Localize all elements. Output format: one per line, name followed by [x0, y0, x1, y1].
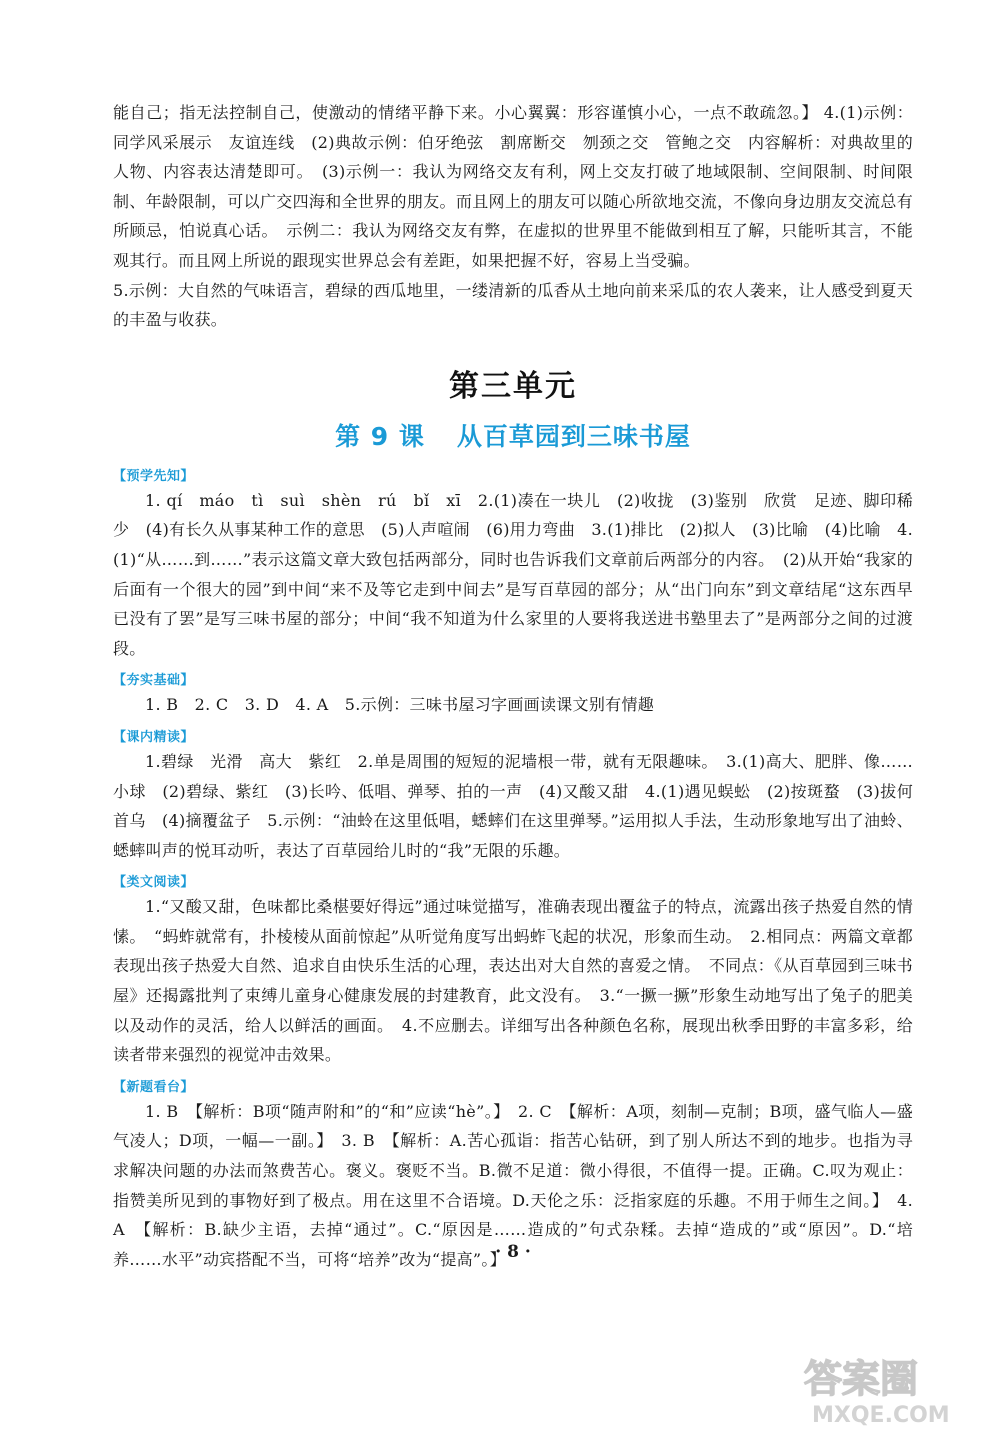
section-text: 1. B 【解析：B项“随声附和”的“和”应读“hè”。】 2. C 【解析：A项，刻制—克制；B项，盛气临人—盛气凌人；D项，一幅—一副。】 3. B 【解析：A.苦心孤诣：指苦心钻研，到了别人所达不到的地步。也指为寻求解决问题的办法而煞费苦心。褒义。褒贬不当。B.微不足道：微小得很，不值得一提。正确。C.叹为观止：指赞美所见到的事物好到了极点。用在这里不合语境。D.天伦之乐：泛指家庭的乐趣。不用于师生之间。】 4. A 【解析：B.缺少主语，去掉“通过”。C.“原因是……造成的”句式杂糅。去掉“造成的”或“原因”。D.“培养……水平”动宾搭配不当，可将“培养”改为“提高”。】 [113, 1101, 913, 1269]
watermark-logo [796, 1350, 976, 1430]
watermark-sub-text: MXQE.COM [812, 1403, 950, 1428]
section-label: 【课内精读】 [113, 729, 195, 745]
lesson-number: 第 9 课 [335, 421, 425, 451]
section-similar-reading [113, 871, 913, 1070]
section-basics [113, 669, 913, 720]
answer-item-5: 5.示例：大自然的气味语言，碧绿的西瓜地里，一缕清新的瓜香从土地向前来采瓜的农人袭来，让人感受到夏天的丰盈与收获。 [113, 280, 913, 330]
unit-title: 第三单元 [449, 368, 577, 404]
section-close-reading [113, 726, 913, 865]
lesson-name: 从百草园到三味书屋 [456, 421, 691, 451]
section-text: 1.碧绿 光滑 高大 紫红 2.单是周围的短短的泥墙根一带，就有无限趣味。 3.(1)高大、肥胖、像……小球 (2)碧绿、紫红 (3)长吟、低唱、弹琴、拍的一声 (4)又酸又甜 4.(1)遇见蜈蚣 (2)按斑蝥 (3)拔何首乌 (4)摘覆盆子 5.示例：“油蛉在这里低唱，蟋蟀们在这里弹琴。”运用拟人手法，生动形象地写出了油蛉、蟋蟀叫声的悦耳动听，表达了百草园给儿时的“我”无限的乐趣。 [113, 751, 913, 860]
lesson-title [113, 417, 913, 453]
section-text: 1.“又酸又甜，色味都比桑椹要好得远”通过味觉描写，准确表现出覆盆子的特点，流露出孩子热爱自然的情愫。 “蚂蚱就常有，扑棱棱从面前惊起”从听觉角度写出蚂蚱飞起的状况，形象而生动。 2.相同点：两篇文章都表现出孩子热爱大自然、追求自由快乐生活的心理，表达出对大自然的喜爱之情。 不同点：《从百草园到三味书屋》还揭露批判了束缚儿童身心健康发展的封建教育，此文没有。 3.“一撅一撅”形象生动地写出了兔子的肥美以及动作的灵活，给人以鲜活的画面。 4.不应删去。详细写出各种颜色名称，展现出秋季田野的丰富多彩，给读者带来强烈的视觉冲击效果。 [113, 897, 913, 1065]
section-text: 1. qí máo tì suì shèn rú bǐ xī 2.(1)凑在一块儿 (2)收拢 (3)鉴别 欣赏 足迹、脚印稀少 (4)有长久从事某种工作的意思 (5)人声喧闹 (6)用力弯曲 3.(1)排比 (2)拟人 (3)比喻 (4)比喻 4.(1)“从……到……”表示这篇文章大致包括两部分，同时也告诉我们文章前后两部分的内容。 (2)从开始“我家的后面有一个很大的园”到中间“来不及等它走到中间去”是写百草园的部分；从“出门向东”到文章结尾“这东西早已没有了罢”是写三味书屋的部分；中间“我不知道为什么家里的人要将我送进书塾里去了”是两部分之间的过渡段。 [113, 490, 913, 658]
section-label: 【预学先知】 [113, 468, 195, 484]
section-preview [113, 465, 913, 664]
section-label: 【夯实基础】 [113, 673, 195, 689]
page-content [113, 98, 913, 1276]
page-number: · 8 · [495, 1242, 531, 1262]
section-label: 【新题看台】 [113, 1079, 195, 1095]
continued-answer-text: 能自己；指无法控制自己，使激动的情绪平静下来。小心翼翼：形容谨慎小心，一点不敢疏忽。】 4.(1)示例：同学风采展示 友谊连线 (2)典故示例：伯牙绝弦 割席断交 刎颈之交 管鲍之交 内容解析：对典故里的人物、内容表达清楚即可。 (3)示例一：我认为网络交友有利，网上交友打破了地域限制、空间限制、时间限制、年龄限制，可以广交四海和全世界的朋友。而且网上的朋友可以随心所欲地交流，不像向身边朋友交流总有所顾忌，怕说真心话。 示例二：我认为网络交友有弊，在虚拟的世界里不能做到相互了解，只能听其言，不能观其行。而且网上所说的跟现实世界总会有差距，如果把握不好，容易上当受骗。 [113, 103, 913, 270]
watermark-main-text: 答案圈 [804, 1357, 919, 1401]
section-text: 1. B 2. C 3. D 4. A 5.示例：三味书屋习字画画读课文别有情趣 [145, 695, 655, 715]
section-label: 【类文阅读】 [113, 875, 195, 891]
